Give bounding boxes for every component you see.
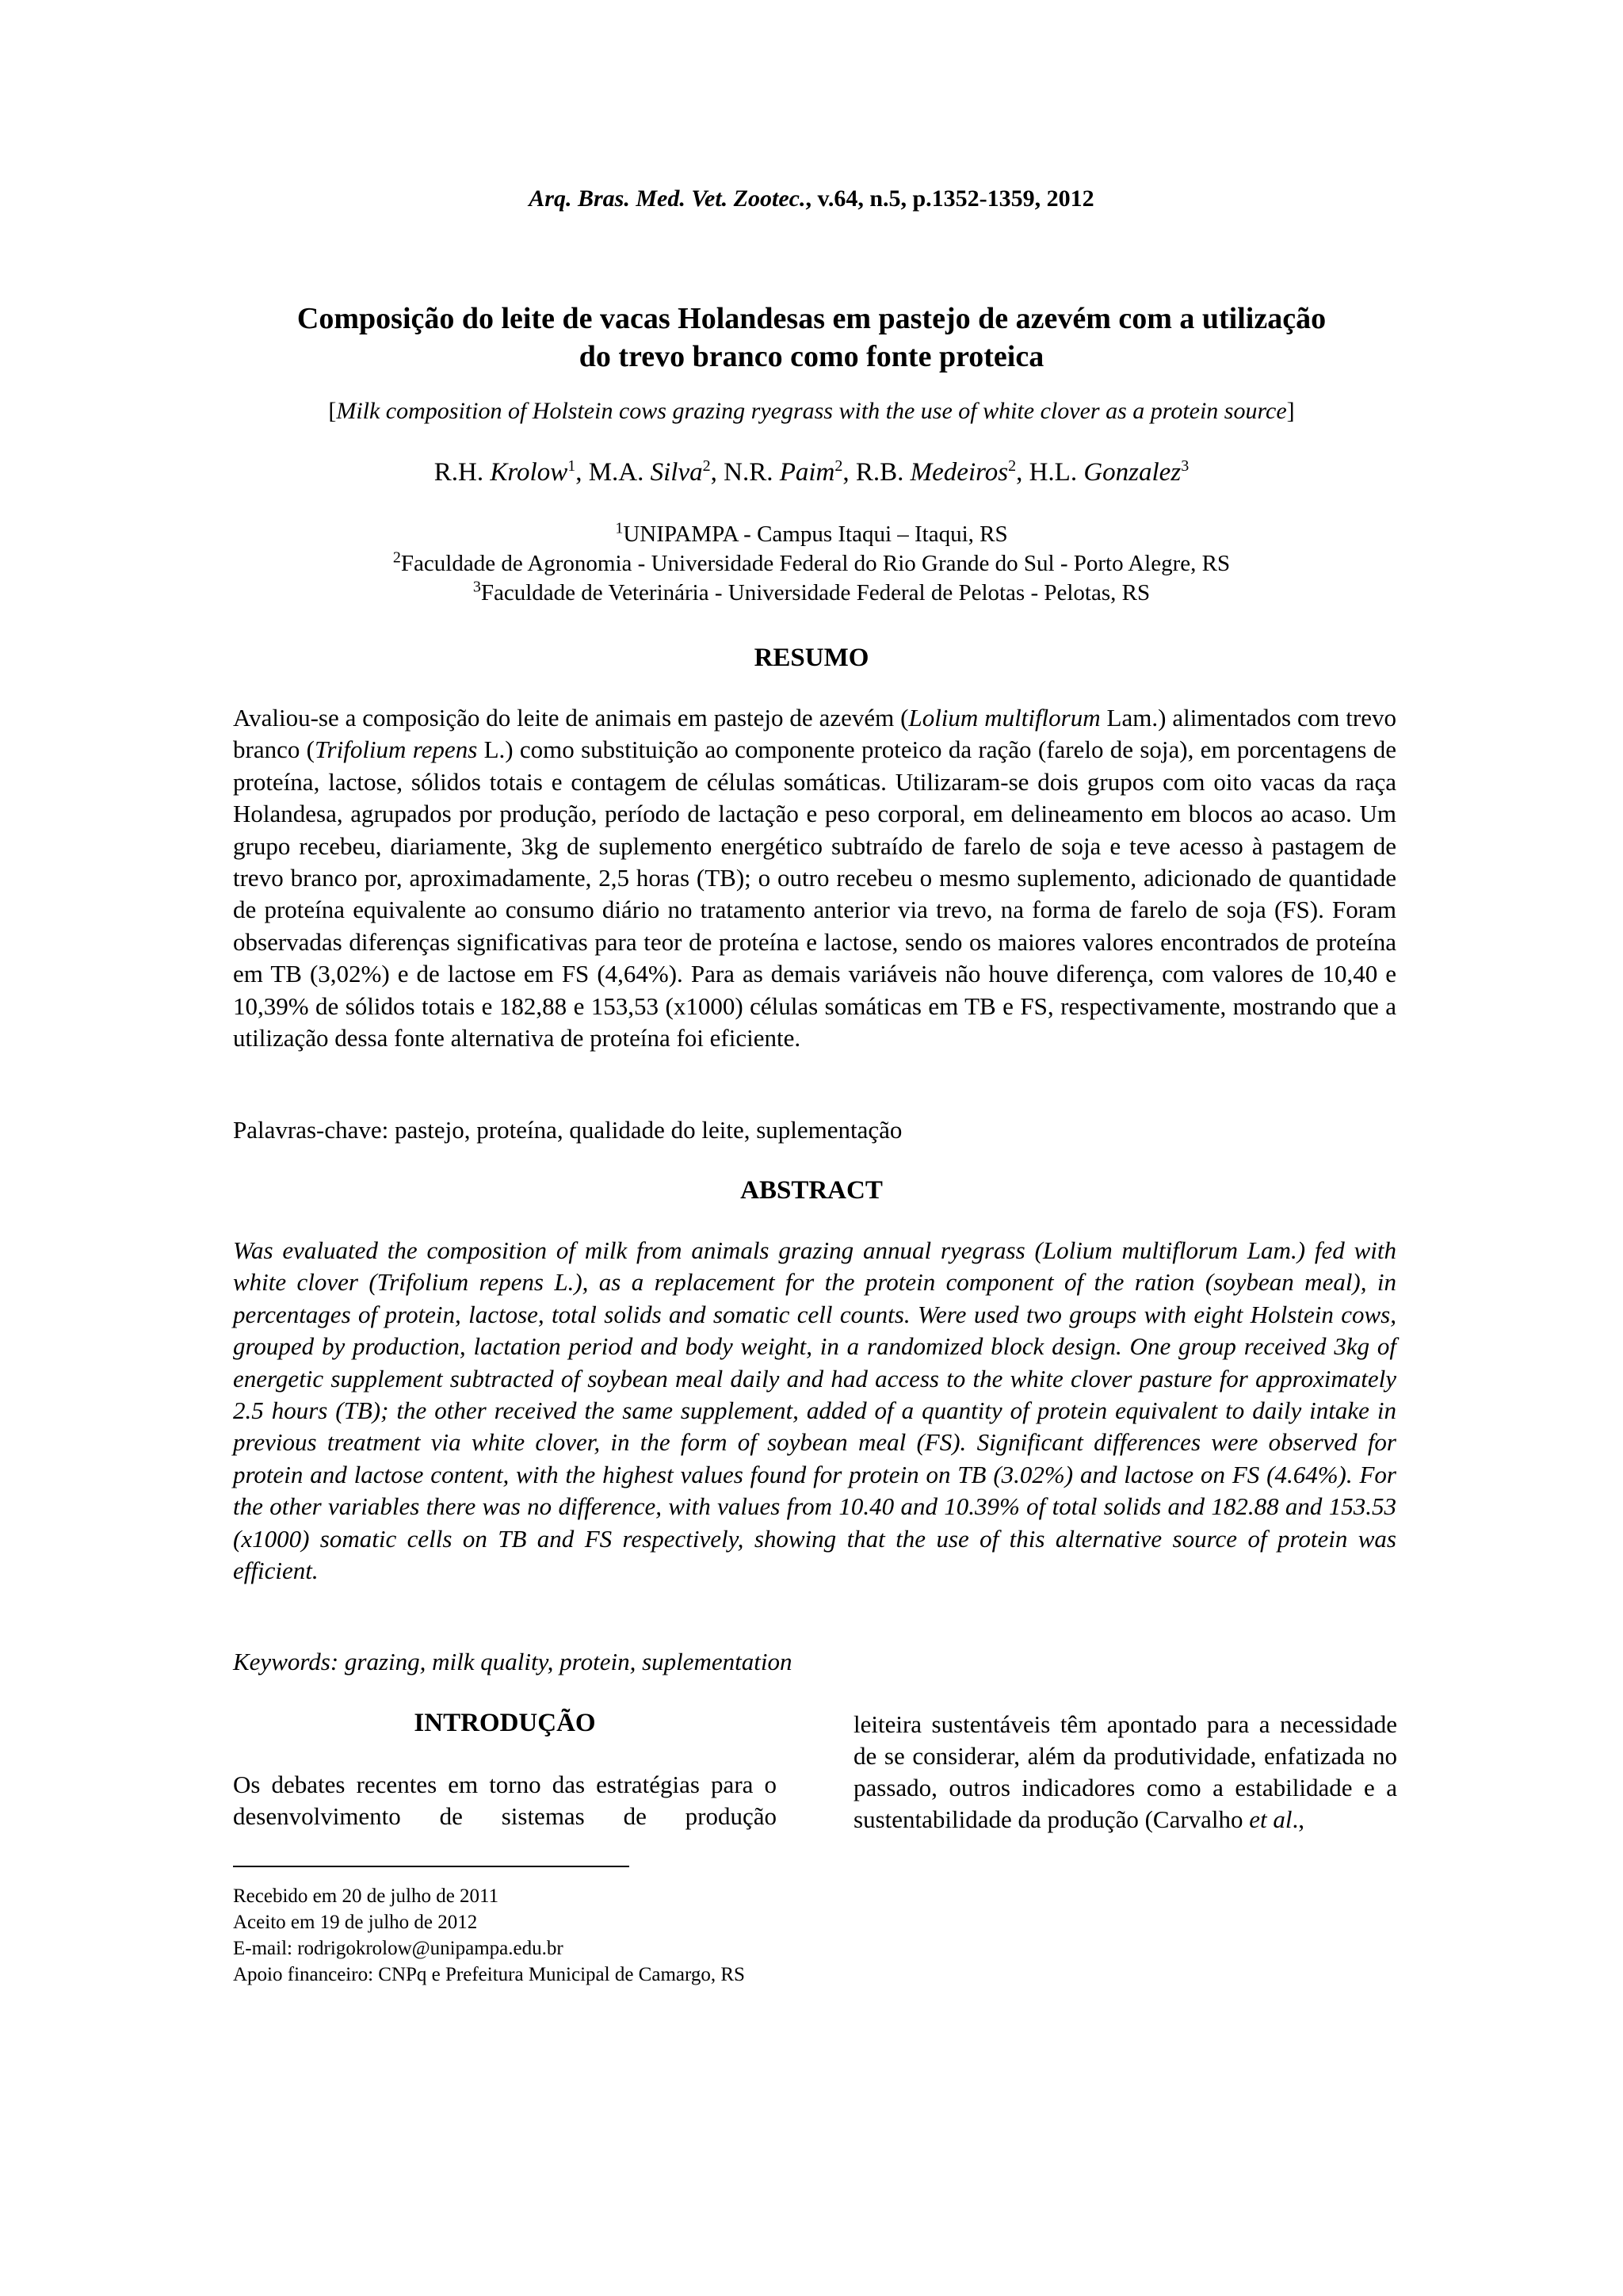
bracket-close: ] [1286, 398, 1295, 424]
intro-left-text: Os debates recentes em torno das estratégias para o desenvolvimento de sistemas de produção [233, 1771, 777, 1830]
author-affil-mark: 1 [567, 457, 576, 475]
abstract-heading: ABSTRACT [740, 1176, 883, 1205]
journal-citation [0, 185, 1623, 212]
affiliation-number: 2 [392, 548, 401, 567]
intro-right-column [854, 1709, 1397, 1836]
author [1029, 458, 1190, 487]
author-initials: M.A. [588, 458, 644, 487]
author-surname: Krolow [490, 458, 568, 487]
intro-heading: INTRODUÇÃO [414, 1709, 596, 1737]
author-initials: H.L. [1029, 458, 1078, 487]
intro-right-text: leiteira sustentáveis têm apontado para a necessidade de se considerar, além da produtividade, enfatizada no passado, outros indicadores como a estabilidade e a sustentabilidade da produção (Carvalho [854, 1710, 1397, 1833]
paper-title [238, 300, 1385, 376]
bracket-open: [ [328, 398, 337, 424]
author-surname: Gonzalez [1083, 458, 1182, 487]
scientific-name: Trifolium repens [315, 735, 478, 764]
received-date: Recebido em 20 de julho de 2011 [233, 1885, 499, 1907]
funding-note: Apoio financeiro: CNPq e Prefeitura Municipal de Camargo, RS [233, 1964, 745, 1985]
intro-etal: et al [1249, 1805, 1293, 1833]
author-separator: , [710, 458, 724, 487]
author-affil-mark: 2 [702, 457, 711, 475]
contact-email: E-mail: rodrigokrolow@unipampa.edu.br [233, 1938, 563, 1959]
affiliation-number: 3 [472, 578, 481, 596]
author-initials: R.B. [855, 458, 904, 487]
author-surname: Paim [779, 458, 835, 487]
author-surname: Silva [650, 458, 703, 487]
author-separator: , [842, 458, 856, 487]
resumo-text: Avaliou-se a composição do leite de animais em pastejo de azevém ( [233, 704, 909, 732]
affiliation [0, 520, 1623, 549]
english-title-text: Milk composition of Holstein cows grazing ryegrass with the use of white clover as a protein source [336, 398, 1287, 424]
author-affil-mark: 3 [1181, 457, 1190, 475]
author-initials: N.R. [724, 458, 773, 487]
author-affil-mark: 2 [834, 457, 843, 475]
affiliation-text: Faculdade de Veterinária - Universidade Federal de Pelotas - Pelotas, RS [480, 580, 1151, 606]
author [856, 458, 1029, 487]
affiliation-text: UNIPAMPA - Campus Itaqui – Itaqui, RS [623, 521, 1008, 547]
author-separator: , [575, 458, 589, 487]
footnote-divider [233, 1866, 629, 1867]
affiliation-list [0, 520, 1623, 608]
abstract-keywords: Keywords: grazing, milk quality, protein, suplementation [233, 1648, 792, 1675]
author [589, 458, 724, 487]
author-initials: R.H. [433, 458, 484, 487]
affiliation-number: 1 [615, 519, 624, 537]
abstract-body: Was evaluated the composition of milk from animals grazing annual ryegrass (Lolium multiflorum Lam.) fed with white clover (Trifolium repens L.), as a replacement for the protein component of the ration (soybean meal), in percentages of protein, lactose, total solids and somatic cell counts. Were used two groups with eight Holstein cows, grouped by production, lactation period and body weight, in a randomized block design. One group received 3kg of energetic supplement subtracted of soybean meal daily and had access to the white clover pasture for approximately 2.5 hours (TB); the other received the same supplement, added of a quantity of protein equivalent to daily intake in previous treatment via white clover, in the form of soybean meal (FS). Significant differences were observed for protein and lactose content, with the highest values found for protein on TB (3.02%) and lactose on FS (4.64%). For the other variables there was no difference, with values from 10.40 and 10.39% of total solids and 182.88 and 153.53 (x1000) somatic cells on TB and FS respectively, showing that the use of this alternative source of protein was efficient. [233, 1236, 1396, 1585]
title-line-1: Composição do leite de vacas Holandesas em pastejo de azevém com a utilização [296, 302, 1327, 335]
title-line-2: do trevo branco como fonte proteica [579, 340, 1044, 373]
author-separator: , [1016, 458, 1029, 487]
resumo-keywords: Palavras-chave: pastejo, proteína, qualidade do leite, suplementação [233, 1116, 903, 1144]
affiliation [0, 549, 1623, 579]
affiliation-text: Faculdade de Agronomia - Universidade Federal do Rio Grande do Sul - Porto Alegre, RS [400, 551, 1231, 576]
journal-volume: , v.64, n.5, p.1352-1359, 2012 [805, 185, 1094, 212]
intro-right-end: ., [1292, 1805, 1305, 1833]
resumo-heading: RESUMO [754, 644, 869, 672]
author [434, 458, 589, 487]
journal-name: Arq. Bras. Med. Vet. Zootec. [529, 185, 806, 212]
footnotes [233, 1883, 804, 1988]
accepted-date: Aceito em 19 de julho de 2012 [233, 1912, 478, 1933]
resumo-body [233, 702, 1396, 1054]
scientific-name: Lolium multiflorum [908, 704, 1101, 732]
intro-left-column [233, 1707, 777, 1832]
author-surname: Medeiros [910, 458, 1009, 487]
english-title [158, 398, 1465, 425]
resumo-text: L.) como substituição ao componente proteico da ração (farelo de soja), em porcentagens de proteína, lactose, sólidos totais e contagem de células somáticas. Utilizaram-se dois grupos com oito vacas da raça Holandesa, agrupados por produção, período de lactação e peso corporal, em delineamento em blocos ao acaso. Um grupo recebeu, diariamente, 3kg de suplemento energético subtraído de farelo de soja e teve acesso à pastagem de trevo branco por, aproximadamente, 2,5 horas (TB); o outro recebeu o mesmo suplemento, adicionado de quantidade de proteína equivalente ao consumo diário no tratamento anterior via trevo, na forma de farelo de soja (FS). Foram observadas diferenças significativas para teor de proteína e lactose, sendo os maiores valores encontrados de proteína em TB (3,02%) e de lactose em FS (4,64%). Para as demais variáveis não houve diferença, com valores de 10,40 e 10,39% de sólidos totais e 182,88 e 153,53 (x1000) células somáticas em TB e FS, respectivamente, mostrando que a utilização dessa fonte alternativa de proteína foi eficiente. [233, 735, 1396, 1052]
author-affil-mark: 2 [1008, 457, 1017, 475]
author-list [0, 458, 1623, 487]
author [724, 458, 856, 487]
resumo-text: Lam.) alimentados com trevo branco ( [233, 704, 1396, 764]
affiliation [0, 579, 1623, 608]
